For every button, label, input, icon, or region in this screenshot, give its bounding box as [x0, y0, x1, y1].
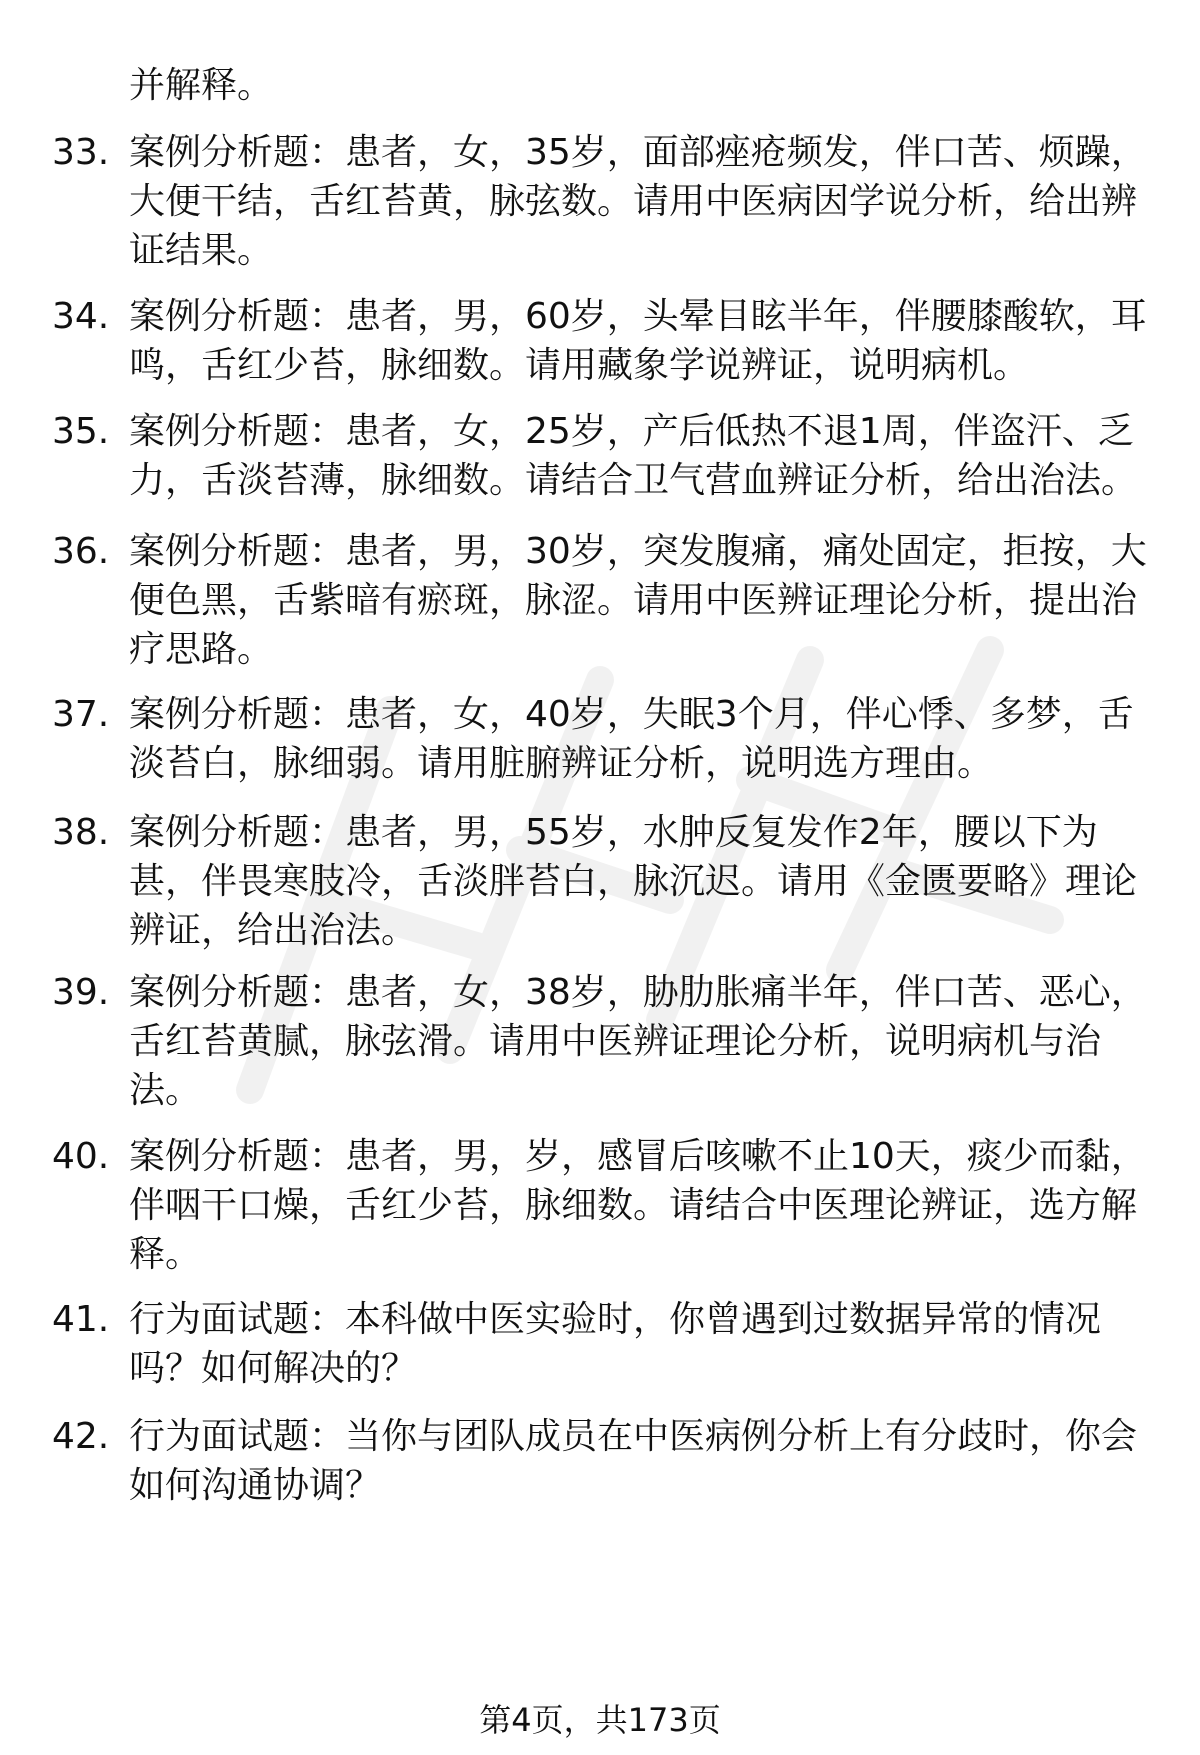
question-number: 35.	[52, 411, 110, 452]
text-line: 案例分析题：患者，女，35岁，面部痤疮频发，伴口苦、烦躁，	[129, 132, 1147, 173]
question-text	[129, 1132, 1149, 1279]
question-text	[129, 1295, 1149, 1393]
question-number: 39.	[52, 972, 110, 1013]
text-line: 淡苔白，脉细弱。请用脏腑辨证分析，说明选方理由。	[129, 743, 994, 784]
previous-question-continuation	[129, 61, 1149, 110]
question-number: 42.	[52, 1416, 110, 1457]
text-line: 疗思路。	[129, 629, 274, 670]
question-text	[129, 128, 1149, 275]
question-text	[129, 407, 1149, 505]
text-line: 释。	[129, 1234, 202, 1275]
question-number: 36.	[52, 531, 110, 572]
text-line: 辨证，给出治法。	[129, 910, 418, 951]
page-number-footer: 第4页，共173页	[479, 1701, 721, 1739]
question-number: 40.	[52, 1136, 110, 1177]
question-text	[129, 968, 1149, 1115]
question-number: 33.	[52, 132, 110, 173]
text-line: 案例分析题：患者，男，岁，感冒后咳嗽不止10天，痰少而黏，	[129, 1136, 1147, 1177]
question-number: 38.	[52, 812, 110, 853]
text-line: 鸣，舌红少苔，脉细数。请用藏象学说辨证，说明病机。	[129, 345, 1030, 386]
text-line: 伴咽干口燥，舌红少苔，脉细数。请结合中医理论辨证，选方解	[129, 1185, 1138, 1226]
question-text	[129, 808, 1149, 955]
text-line: 大便干结，舌红苔黄，脉弦数。请用中医病因学说分析，给出辨	[129, 181, 1138, 222]
question-text	[129, 1412, 1149, 1510]
question-text	[129, 292, 1149, 390]
text-line: 甚，伴畏寒肢冷，舌淡胖苔白，脉沉迟。请用《金匮要略》理论	[129, 861, 1138, 902]
question-number: 34.	[52, 296, 110, 337]
text-line: 行为面试题：当你与团队成员在中医病例分析上有分歧时，你会	[129, 1416, 1138, 1457]
text-line: 行为面试题：本科做中医实验时，你曾遇到过数据异常的情况	[129, 1299, 1102, 1340]
text-line: 便色黑，舌紫暗有瘀斑，脉涩。请用中医辨证理论分析，提出治	[129, 580, 1138, 621]
text-line: 力，舌淡苔薄，脉细数。请结合卫气营血辨证分析，给出治法。	[129, 460, 1138, 501]
text-line: 案例分析题：患者，男，30岁，突发腹痛，痛处固定，拒按，大	[129, 531, 1147, 572]
text-line: 法。	[129, 1070, 202, 1111]
text-line: 如何沟通协调？	[129, 1465, 382, 1506]
question-number: 41.	[52, 1299, 110, 1340]
text-line: 案例分析题：患者，女，38岁，胁肋胀痛半年，伴口苦、恶心，	[129, 972, 1147, 1013]
text-line: 案例分析题：患者，女，25岁，产后低热不退1周，伴盗汗、乏	[129, 411, 1134, 452]
text-line: 并解释。	[129, 65, 274, 106]
text-line: 案例分析题：患者，男，60岁，头晕目眩半年，伴腰膝酸软，耳	[129, 296, 1147, 337]
text-line: 案例分析题：患者，男，55岁，水肿反复发作2年，腰以下为	[129, 812, 1098, 853]
question-text	[129, 527, 1149, 674]
question-number: 37.	[52, 694, 110, 735]
question-text	[129, 690, 1149, 788]
text-line: 案例分析题：患者，女，40岁，失眠3个月，伴心悸、多梦，舌	[129, 694, 1134, 735]
text-line: 证结果。	[129, 230, 274, 271]
text-line: 舌红苔黄腻，脉弦滑。请用中医辨证理论分析，说明病机与治	[129, 1021, 1102, 1062]
text-line: 吗？如何解决的？	[129, 1348, 418, 1389]
